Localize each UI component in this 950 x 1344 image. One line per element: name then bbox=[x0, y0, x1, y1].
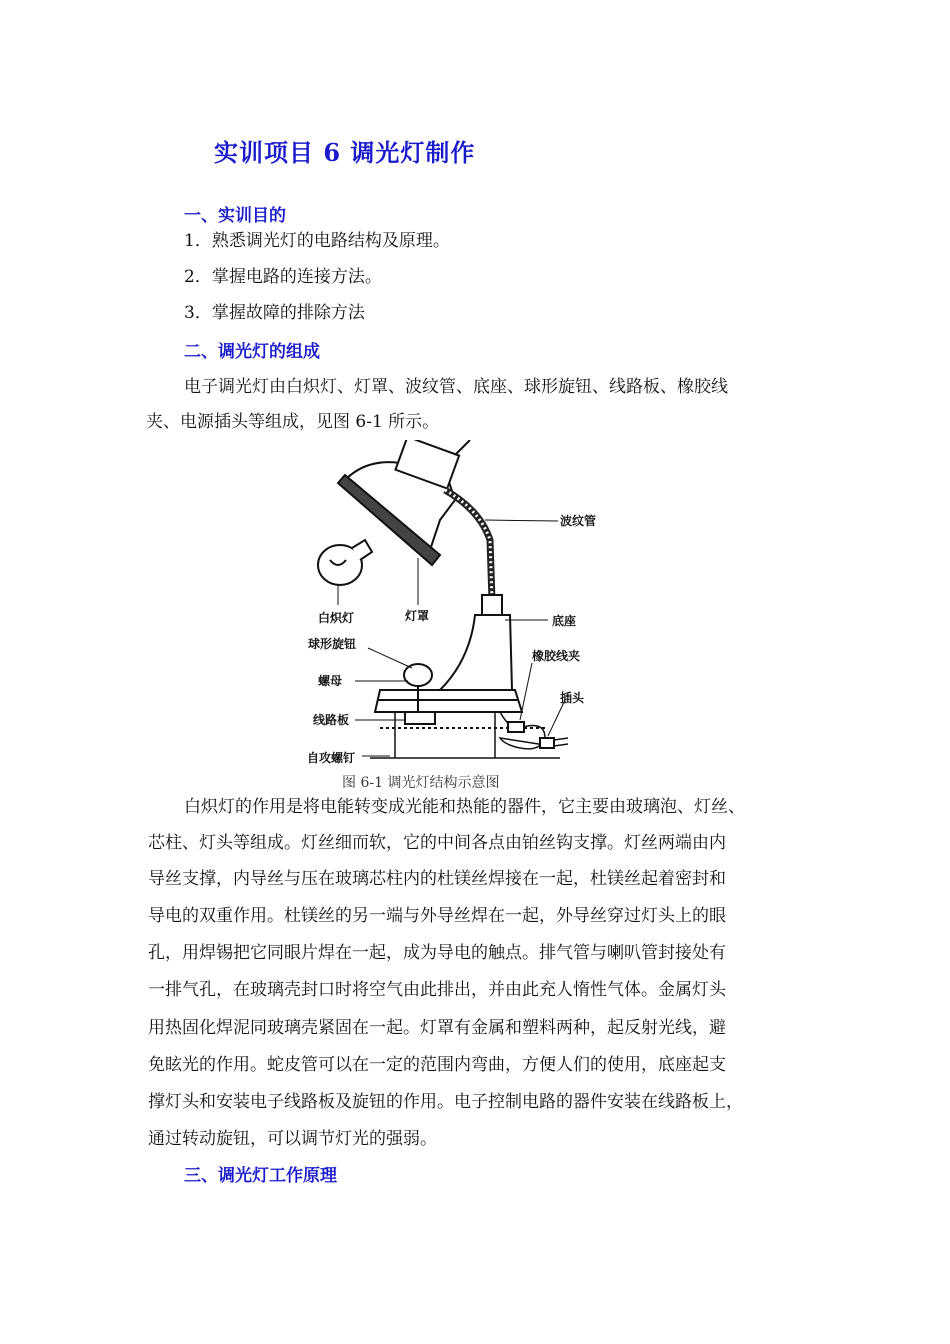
paragraph-line: 导电的双重作用。杜镁丝的另一端与外导丝焊在一起，外导丝穿过灯头上的眼 bbox=[148, 906, 726, 926]
paragraph-line: 孔，用焊锡把它同眼片焊在一起，成为导电的触点。排气管与喇叭管封接处有 bbox=[148, 943, 726, 963]
section-heading-composition: 二、调光灯的组成 bbox=[184, 342, 320, 362]
label-plug: 插头 bbox=[560, 691, 585, 705]
page-title: 实训项目 6 调光灯制作 bbox=[214, 138, 476, 167]
paragraph-line: 免眩光的作用。蛇皮管可以在一定的范围内弯曲，方便人们的使用，底座起支 bbox=[148, 1055, 726, 1075]
purpose-item: 3．掌握故障的排除方法 bbox=[184, 303, 365, 323]
paragraph-line: 芯柱、灯头等组成。灯丝细而软，它的中间各点由铂丝钩支撑。灯丝两端由内 bbox=[148, 833, 726, 853]
paragraph-line: 导丝支撑，内导丝与压在玻璃芯柱内的杜镁丝焊接在一起，杜镁丝起着密封和 bbox=[148, 869, 726, 889]
label-shade: 灯罩 bbox=[405, 609, 430, 623]
figure-caption: 图 6-1 调光灯结构示意图 bbox=[342, 775, 500, 791]
label-board: 线路板 bbox=[313, 713, 350, 727]
purpose-item: 1．熟悉调光灯的电路结构及原理。 bbox=[184, 231, 450, 251]
label-nut: 螺母 bbox=[318, 674, 343, 688]
paragraph-line: 撑灯头和安装电子线路板及旋钮的作用。电子控制电路的器件安装在线路板上， bbox=[148, 1092, 743, 1112]
paragraph-line: 通过转动旋钮，可以调节灯光的强弱。 bbox=[148, 1129, 437, 1149]
label-screw: 自攻螺钉 bbox=[307, 751, 356, 765]
label-bulb: 白炽灯 bbox=[318, 611, 355, 625]
purpose-item: 2．掌握电路的连接方法。 bbox=[184, 267, 382, 287]
section-heading-principle: 三、调光灯工作原理 bbox=[184, 1166, 337, 1186]
section-heading-purpose: 一、实训目的 bbox=[184, 206, 286, 226]
paragraph-line: 一排气孔，在玻璃壳封口时将空气由此排出，并由此充人惰性气体。金属灯头 bbox=[148, 980, 726, 1000]
paragraph-line: 用热固化焊泥同玻璃壳紧固在一起。灯罩有金属和塑料两种，起反射光线，避 bbox=[148, 1018, 726, 1038]
paragraph-line: 白炽灯的作用是将电能转变成光能和热能的器件，它主要由玻璃泡、灯丝、 bbox=[184, 797, 745, 817]
label-knob: 球形旋钮 bbox=[308, 637, 357, 651]
label-bellows: 波纹管 bbox=[560, 514, 597, 528]
paragraph-line: 电子调光灯由白炽灯、灯罩、波纹管、底座、球形旋钮、线路板、橡胶线 bbox=[184, 377, 728, 397]
label-clamp: 橡胶线夹 bbox=[532, 649, 581, 663]
lamp-structure-diagram bbox=[300, 440, 630, 770]
label-base: 底座 bbox=[552, 614, 577, 628]
paragraph-line: 夹、电源插头等组成，见图 6-1 所示。 bbox=[146, 412, 440, 432]
